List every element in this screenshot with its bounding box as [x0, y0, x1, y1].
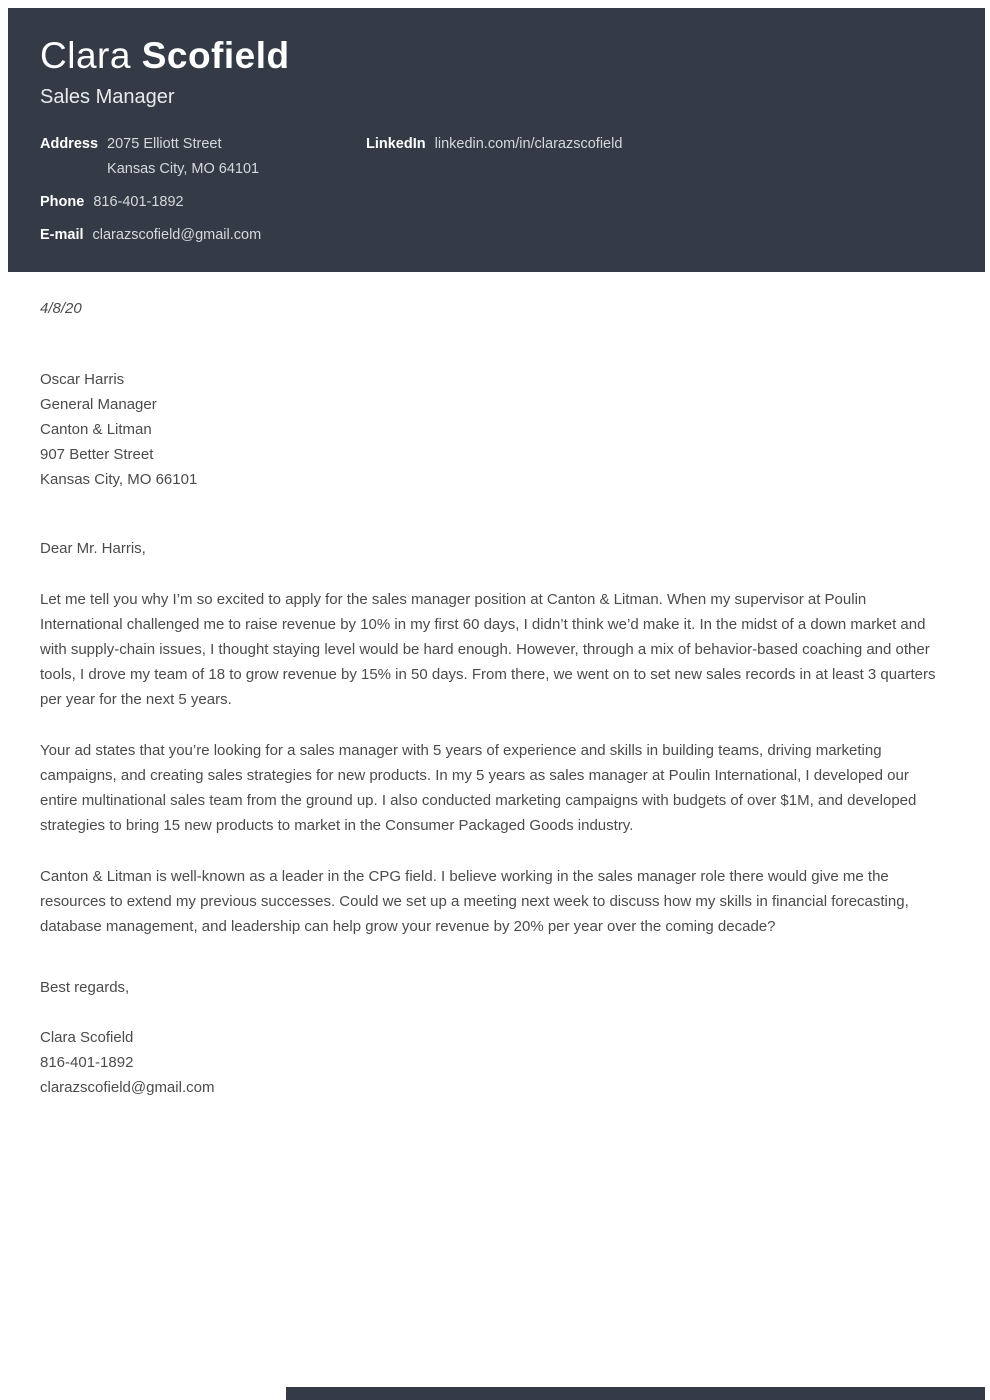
recipient-name: Oscar Harris	[40, 371, 125, 388]
recipient-company: Canton & Litman	[40, 421, 152, 438]
contact-column-right	[366, 132, 953, 248]
email-label: E-mail	[40, 227, 84, 243]
contact-row-linkedin	[366, 132, 953, 157]
contact-column-left	[40, 132, 366, 248]
contact-row-phone	[40, 190, 366, 215]
address-line-1: 2075 Elliott Street	[107, 136, 222, 152]
contact-row-address	[40, 132, 366, 182]
letter-body	[0, 296, 990, 1100]
contact-row-email	[40, 223, 366, 248]
signature-email: clarazscofield@gmail.com	[40, 1079, 215, 1096]
recipient-city: Kansas City, MO 66101	[40, 471, 198, 488]
letter-paragraph-3: Canton & Litman is well-known as a leader in the CPG field. I believe working in the sales manager role there would give me the resources to extend my previous successes. Could we set up a meeting next week to discuss how my skills in financial forecasting, database management, and leadership can help grow your revenue by 20% per year over the coming decade?	[40, 868, 909, 935]
recipient-block	[40, 367, 950, 492]
letter-header	[8, 8, 985, 272]
letter-paragraph-2: Your ad states that you’re looking for a sales manager with 5 years of experience and skills in building teams, driving marketing campaigns, and creating sales strategies for new products. In my 5 years as sales manager at Poulin International, I developed our entire multinational sales team from the ground up. I also conducted marketing campaigns with budgets of over $1M, and developed strategies to bring 15 new products to market in the Consumer Packaged Goods industry.	[40, 742, 917, 834]
signature-block	[40, 1025, 950, 1100]
closing-line: Best regards,	[40, 979, 130, 996]
linkedin-label: LinkedIn	[366, 136, 426, 152]
signature-phone: 816-401-1892	[40, 1054, 134, 1071]
phone-label: Phone	[40, 194, 85, 210]
salutation: Dear Mr. Harris,	[40, 540, 146, 557]
last-name: Scofield	[141, 35, 290, 76]
contact-section	[40, 132, 953, 248]
linkedin-value: linkedin.com/in/clarazscofield	[434, 136, 623, 152]
letter-paragraph-1: Let me tell you why I’m so excited to apply for the sales manager position at Canton & Litman. When my supervisor at Poulin International challenged me to raise revenue by 10% in my first 60 days, I didn’t think we’d make it. In the midst of a down market and with supply-chain issues, I thought staying level would be hard enough. However, through a mix of behavior-based coaching and other tools, I drove my team of 18 to grow revenue by 15% in 50 days. From there, we went on to set new sales records in at least 3 quarters per year for the next 5 years.	[40, 591, 936, 708]
address-value	[107, 132, 259, 182]
email-value: clarazscofield@gmail.com	[92, 227, 262, 243]
first-name: Clara	[40, 35, 131, 76]
recipient-title: General Manager	[40, 396, 157, 413]
letter-date: 4/8/20	[40, 300, 82, 317]
phone-value: 816-401-1892	[93, 194, 184, 210]
job-title: Sales Manager	[40, 86, 175, 108]
signature-name: Clara Scofield	[40, 1029, 134, 1046]
recipient-street: 907 Better Street	[40, 446, 154, 463]
person-name	[40, 34, 953, 78]
address-label: Address	[40, 136, 99, 152]
footer-accent-bar	[286, 1387, 985, 1400]
address-line-2: Kansas City, MO 64101	[107, 161, 260, 177]
